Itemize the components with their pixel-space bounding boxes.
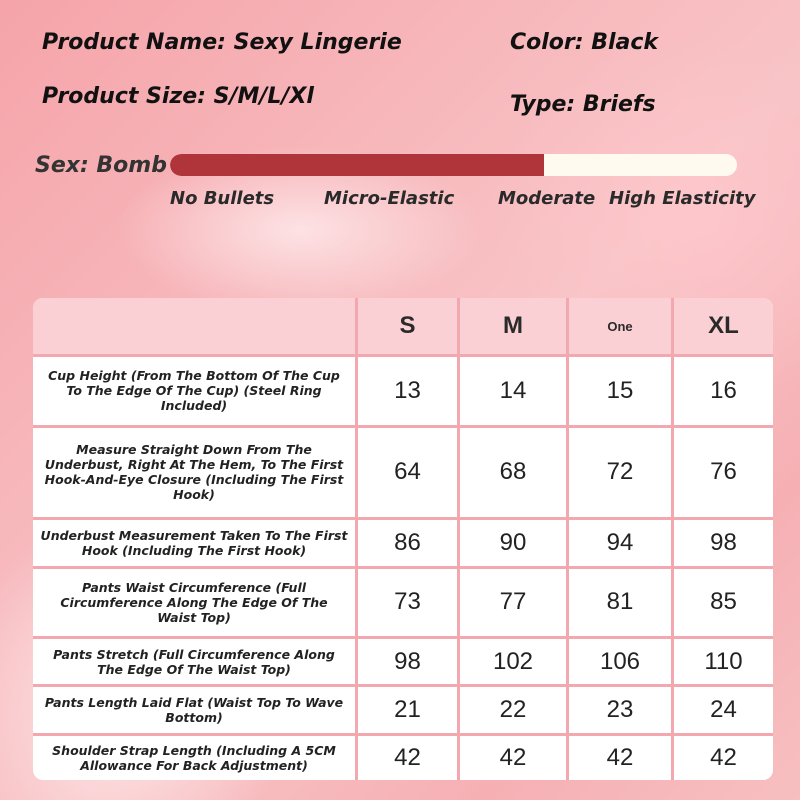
elasticity-bar <box>170 154 737 176</box>
scale-label-moderate: Moderate <box>498 188 596 209</box>
table-row <box>33 736 773 780</box>
cell-value: 21 <box>358 687 460 735</box>
cell-value: 102 <box>460 639 569 687</box>
scale-label-micro-elastic: Micro-Elastic <box>324 188 455 209</box>
row-label: Pants Length Laid Flat (Waist Top To Wave Bottom) <box>33 687 358 735</box>
cell-value: 106 <box>569 639 674 687</box>
cell-value: 110 <box>674 639 773 687</box>
cell-value: 64 <box>358 428 460 521</box>
cell-value: 14 <box>460 357 569 428</box>
table-header-row <box>33 298 773 357</box>
row-label: Cup Height (From The Bottom Of The Cup To The Edge Of The Cup) (Steel Ring Included) <box>33 357 358 428</box>
cell-value: 23 <box>569 687 674 735</box>
cell-value: 42 <box>460 736 569 780</box>
header-cell-xl: XL <box>674 298 773 357</box>
header-cell-one: One <box>569 298 674 357</box>
cell-value: 86 <box>358 520 460 568</box>
product-size-label: Product Size: S/M/L/Xl <box>42 84 314 109</box>
cell-value: 24 <box>674 687 773 735</box>
cell-value: 42 <box>710 743 737 771</box>
scale-label-no-bullets: No Bullets <box>170 188 275 209</box>
row-label: Measure Straight Down From The Underbust, Right At The Hem, To The First Hook-And-Eye Closure (Including The First Hook) <box>33 428 358 521</box>
cell-value: 72 <box>569 428 674 521</box>
cell-value: 94 <box>569 520 674 568</box>
cell-value: 42 <box>569 736 674 780</box>
cell-value: 85 <box>674 569 773 640</box>
header-cell-empty <box>33 298 358 357</box>
cell-value: 98 <box>358 639 460 687</box>
cell-value: 81 <box>569 569 674 640</box>
table-row <box>33 687 773 735</box>
cell-value: 13 <box>358 357 460 428</box>
cell-value: 42 <box>358 736 460 780</box>
elasticity-bar-fill <box>170 154 544 176</box>
row-label: Underbust Measurement Taken To The First Hook (Including The First Hook) <box>33 520 358 568</box>
cell-value: 22 <box>460 687 569 735</box>
cell-value: 76 <box>674 428 773 521</box>
cell-value: 98 <box>674 520 773 568</box>
table-row <box>33 520 773 568</box>
type-label: Type: Briefs <box>510 92 656 117</box>
cell-value: 15 <box>569 357 674 428</box>
cell-value: 77 <box>460 569 569 640</box>
scale-label-high-elasticity: High Elasticity <box>609 188 756 209</box>
row-label: Shoulder Strap Length (Including A 5CM Allowance For Back Adjustment) <box>33 736 358 780</box>
cell-value: 68 <box>460 428 569 521</box>
cell-value: 73 <box>358 569 460 640</box>
table-row <box>33 357 773 428</box>
header-cell-s: S <box>358 298 460 357</box>
cell-value: 90 <box>460 520 569 568</box>
row-label: Pants Stretch (Full Circumference Along The Edge Of The Waist Top) <box>33 639 358 687</box>
table-row <box>33 639 773 687</box>
row-label: Pants Waist Circumference (Full Circumference Along The Edge Of The Waist Top) <box>33 569 358 640</box>
cell-value: 16 <box>674 357 773 428</box>
sex-label: Sex: Bomb <box>35 153 167 178</box>
table-row <box>33 569 773 640</box>
color-label: Color: Black <box>510 30 659 55</box>
header-cell-m: M <box>460 298 569 357</box>
size-table <box>33 298 773 780</box>
product-name-label: Product Name: Sexy Lingerie <box>42 30 402 55</box>
table-row <box>33 428 773 521</box>
